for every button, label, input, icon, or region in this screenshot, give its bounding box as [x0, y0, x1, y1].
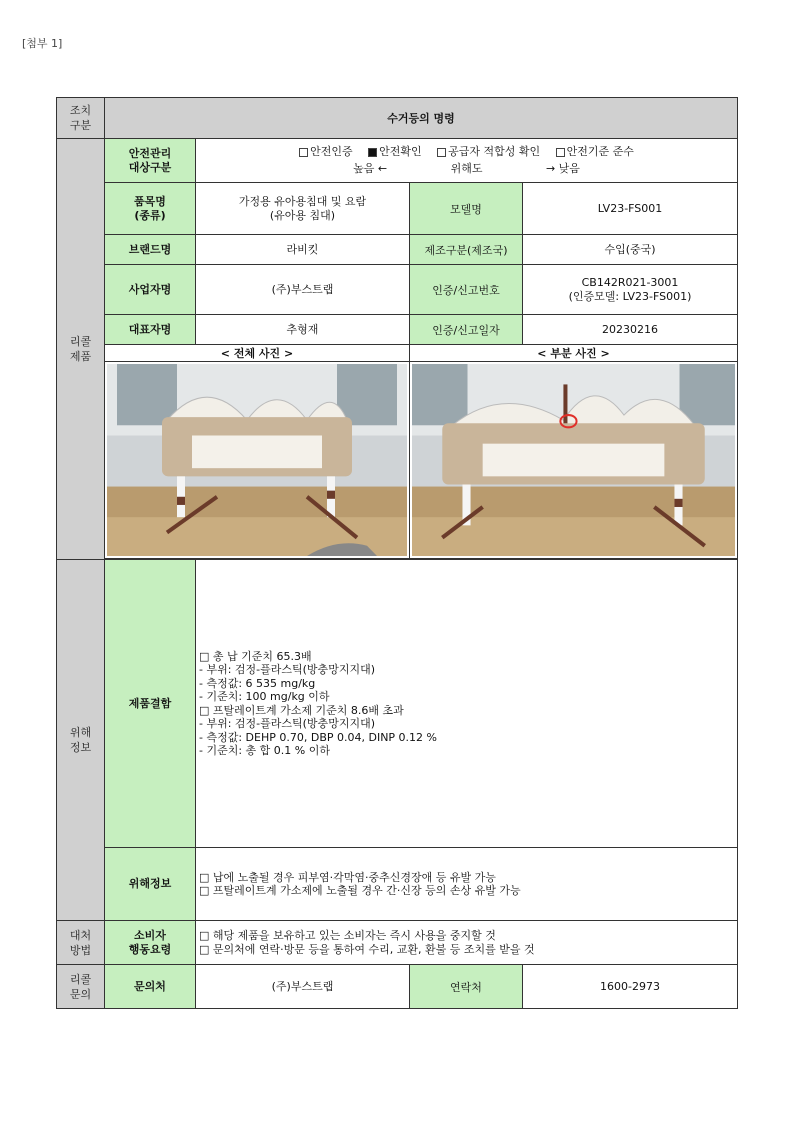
inquiry-section-label [57, 965, 105, 1009]
consumer-action-line: □ 문의처에 연락·방문 등을 통하여 수리, 교환, 환불 등 조치를 받을 것 [199, 942, 535, 956]
photo-full [105, 362, 410, 559]
option-safety-standard [556, 145, 634, 158]
contact-label: 문의처 [105, 965, 196, 1009]
safety-class-options [196, 145, 737, 159]
photo-part-label: < 부분 사진 > [410, 345, 738, 362]
phone-label: 연락처 [410, 965, 523, 1009]
option-text: 안전인증 [310, 145, 353, 158]
defect-line: - 측정값: DEHP 0.70, DBP 0.04, DINP 0.12 % [199, 730, 437, 744]
item-name-value-text: 가정용 유아용침대 및 요람 (유아용 침대) [238, 194, 367, 222]
defect-label: 제품결함 [105, 560, 196, 848]
risk-scale [196, 162, 737, 176]
option-safety-cert [299, 145, 353, 158]
option-text: 공급자 적합성 확인 [448, 145, 541, 158]
checkbox-icon [437, 148, 446, 157]
document-title: 수거등의 명령 [105, 98, 738, 139]
hazard-section-label [57, 560, 105, 921]
bassinet-full-photo [107, 364, 407, 556]
photo-part [410, 362, 738, 559]
company-value: (주)부스트랩 [196, 265, 410, 315]
defect-description [196, 560, 738, 848]
representative-label: 대표자명 [105, 315, 196, 345]
cert-no-value [523, 265, 738, 315]
consumer-action-label-text: 소비자 행동요령 [128, 928, 172, 956]
defect-line: - 측정값: 6 535 mg/kg [199, 676, 316, 690]
photo-full-label: < 전체 사진 > [105, 345, 410, 362]
cert-no-value-text: CB142R021-3001 (인증모델: LV23-FS001) [568, 275, 692, 303]
defect-line: - 기준치: 총 합 0.1 % 이하 [199, 744, 330, 757]
cert-date-label: 인증/신고일자 [410, 315, 523, 345]
company-label: 사업자명 [105, 265, 196, 315]
option-supplier-conformity [437, 145, 540, 158]
product-section-label-text: 리콜 제품 [69, 335, 92, 363]
origin-label: 제조구분(제조국) [410, 235, 523, 265]
risk-scale-mid: 위해도 [450, 162, 483, 175]
brand-value: 라비킷 [196, 235, 410, 265]
bassinet-part-photo [412, 364, 735, 556]
hazard-label: 위해정보 [105, 848, 196, 921]
contact-value: (주)부스트랩 [196, 965, 410, 1009]
option-text: 안전확인 [379, 145, 422, 158]
header-col-label-text: 조치 구분 [69, 104, 92, 132]
model-value: LV23-FS001 [523, 183, 738, 235]
product-section-label [57, 139, 105, 560]
header-col-label [57, 98, 105, 139]
cert-date-value: 20230216 [523, 315, 738, 345]
checkbox-icon [299, 148, 308, 157]
defect-line: □ 총 납 기준치 65.3배 [199, 649, 312, 663]
defect-line: - 기준치: 100 mg/kg 이하 [199, 690, 330, 703]
option-safety-confirm [368, 145, 422, 158]
consumer-action-label [105, 921, 196, 965]
phone-value: 1600-2973 [523, 965, 738, 1009]
inquiry-section-label-text: 리콜 문의 [69, 972, 92, 1001]
attachment-label: [첨부 1] [22, 37, 63, 50]
risk-scale-low: → 낮음 [545, 162, 580, 175]
checkbox-checked-icon [368, 148, 377, 157]
hazard-line: □ 납에 노출될 경우 피부염·각막염·중추신경장애 등 유발 가능 [199, 870, 496, 884]
consumer-action-line: □ 해당 제품을 보유하고 있는 소비자는 즉시 사용을 중지할 것 [199, 929, 496, 942]
risk-scale-high: 높음 ← [353, 162, 388, 175]
action-section-label-text: 대처 방법 [69, 928, 92, 957]
hazard-section-label-text: 위해 정보 [69, 726, 92, 754]
brand-label: 브랜드명 [105, 235, 196, 265]
action-section-label [57, 921, 105, 965]
defect-line: - 부위: 검정-플라스틱(방충망지지대) [199, 717, 375, 730]
cert-no-label: 인증/신고번호 [410, 265, 523, 315]
safety-class-value [196, 139, 738, 183]
item-name-value [196, 183, 410, 235]
representative-value: 추형재 [196, 315, 410, 345]
item-name-label [105, 183, 196, 235]
hazard-line: □ 프탈레이트계 가소제에 노출될 경우 간·신장 등의 손상 유발 가능 [199, 884, 521, 897]
checkbox-icon [556, 148, 565, 157]
safety-class-label [105, 139, 196, 183]
recall-notice-table [56, 97, 738, 1009]
model-label: 모델명 [410, 183, 523, 235]
defect-line: □ 프탈레이트계 가소제 기준치 8.6배 초과 [199, 703, 404, 717]
item-name-label-text: 품목명 (종류) [134, 194, 166, 222]
defect-line: - 부위: 검정-플라스틱(방충망지지대) [199, 663, 375, 676]
option-text: 안전기준 준수 [566, 145, 634, 158]
safety-class-label-text: 안전관리 대상구분 [128, 146, 172, 174]
hazard-description [196, 848, 738, 921]
origin-value: 수입(중국) [523, 235, 738, 265]
consumer-action-description [196, 921, 738, 965]
